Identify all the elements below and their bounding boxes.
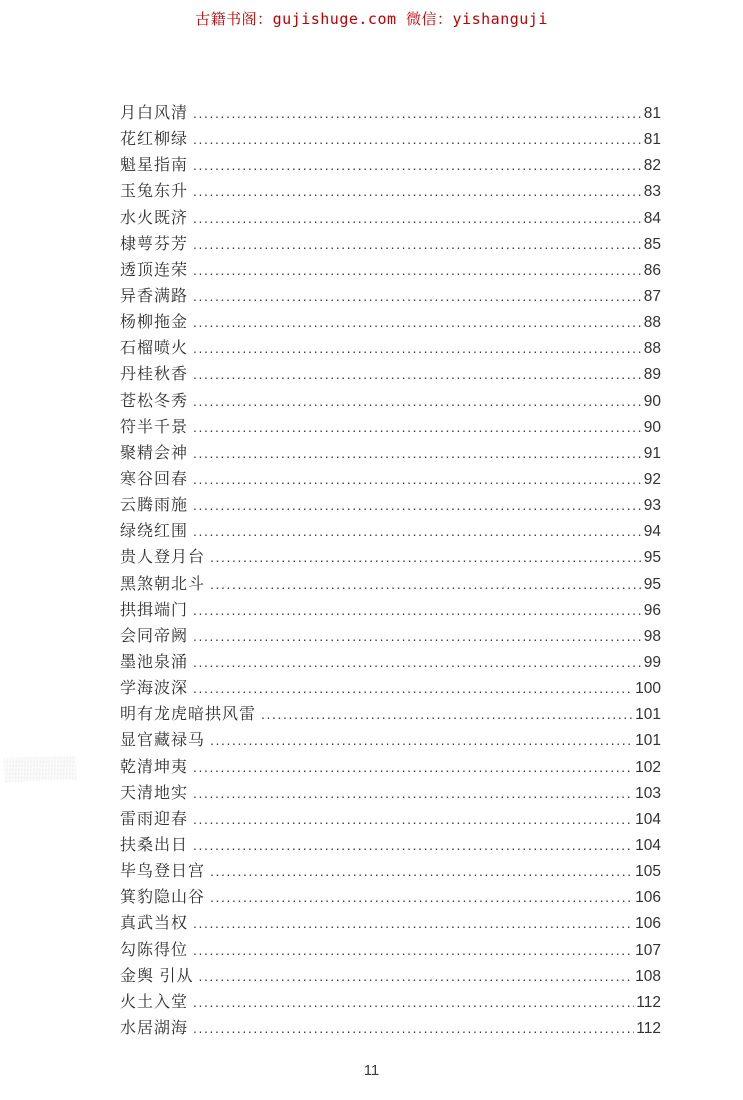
- toc-entry-page: 87: [643, 287, 661, 305]
- toc-entry: [120, 806, 661, 832]
- dot-leader: [193, 1020, 634, 1038]
- dot-leader: [193, 785, 633, 803]
- toc-entry: [120, 963, 661, 989]
- toc-entry-page: 92: [643, 470, 661, 488]
- toc-entry-title: 箕豹隐山谷: [120, 889, 206, 907]
- toc-entry-title: 真武当权: [120, 915, 189, 933]
- dot-leader: [193, 759, 633, 777]
- toc-entry-title: 异香满路: [120, 287, 189, 305]
- dot-leader: [193, 654, 642, 672]
- dot-leader: [193, 393, 642, 411]
- toc-entry-page: 81: [643, 131, 661, 149]
- toc-entry: [120, 492, 661, 518]
- toc-entry-page: 88: [643, 314, 661, 332]
- toc-entry-title: 苍松冬秀: [120, 392, 189, 410]
- dot-leader: [193, 837, 633, 855]
- toc-entry: [120, 414, 661, 440]
- dot-leader: [193, 680, 633, 698]
- dot-leader: [193, 288, 642, 306]
- dot-leader: [210, 549, 642, 567]
- page-number: 11: [363, 1062, 380, 1079]
- toc-entry-page: 104: [635, 810, 661, 828]
- toc-entry-title: 扶桑出日: [120, 836, 189, 854]
- toc-entry-title: 显官藏禄马: [120, 732, 206, 750]
- toc-entry-title: 火土入堂: [120, 993, 189, 1011]
- toc-entry: [120, 152, 661, 178]
- dot-leader: [210, 863, 633, 881]
- toc-entry: [120, 388, 661, 414]
- toc-entry-page: 81: [643, 105, 661, 122]
- toc-entry: [120, 283, 661, 309]
- toc-entry-page: 90: [643, 418, 661, 436]
- toc-entry: [120, 675, 661, 701]
- dot-leader: [193, 131, 642, 149]
- toc-entry-page: 102: [635, 758, 661, 776]
- toc-entry-title: 天清地实: [120, 784, 189, 802]
- scan-artifact: [4, 756, 76, 783]
- toc-entry: [120, 597, 661, 623]
- toc-entry-page: 88: [643, 340, 661, 358]
- toc-entry-page: 112: [636, 993, 661, 1011]
- toc-entry: [120, 623, 661, 649]
- toc-entry-title: 拱揖端门: [120, 601, 189, 619]
- dot-leader: [193, 628, 642, 646]
- toc-entry-page: 106: [635, 915, 661, 933]
- toc-entry: [120, 858, 661, 884]
- toc-entry-page: 96: [643, 601, 661, 619]
- dot-leader: [193, 523, 642, 541]
- dot-leader: [193, 942, 633, 960]
- toc-entry-title: 透顶连荣: [120, 261, 189, 279]
- toc-entry: [120, 727, 661, 753]
- toc-entry-title: 魁星指南: [120, 157, 189, 175]
- dot-leader: [193, 419, 642, 437]
- toc-entry-page: 89: [643, 366, 661, 384]
- toc-entry: [120, 989, 661, 1015]
- toc-entry-page: 104: [635, 836, 661, 854]
- dot-leader: [193, 314, 642, 332]
- toc-entry-title: 聚精会神: [120, 444, 189, 462]
- toc-entry-page: 101: [635, 706, 661, 724]
- toc-entry-page: 82: [643, 157, 661, 175]
- toc-entry-title: 棣萼芬芳: [120, 235, 189, 253]
- toc-entry-page: 95: [643, 549, 661, 567]
- toc-entry: [120, 231, 661, 257]
- toc-entry-title: 墨池泉涌: [120, 653, 189, 671]
- toc-entry-page: 101: [635, 732, 661, 750]
- toc-entry-title: 丹桂秋香: [120, 366, 189, 384]
- toc-entry-title: 明有龙虎暗拱风雷: [120, 706, 257, 724]
- toc-entry-title: 云腾雨施: [120, 497, 189, 515]
- toc-entry: [120, 701, 661, 727]
- toc-entry: [120, 937, 661, 963]
- dot-leader: [193, 471, 642, 489]
- toc-entry-page: 98: [643, 627, 661, 645]
- toc-entry: [120, 571, 661, 597]
- toc-entry-title: 金舆 引从: [120, 967, 194, 985]
- toc-entry-title: 石榴喷火: [120, 340, 189, 358]
- toc-entry: [120, 518, 661, 544]
- toc-entry: [120, 335, 661, 361]
- toc-entry-page: 91: [643, 444, 661, 462]
- toc-entry-page: 90: [643, 392, 661, 410]
- toc-entry-title: 符半千景: [120, 418, 189, 436]
- dot-leader: [193, 994, 634, 1012]
- toc-entry: [120, 1015, 661, 1041]
- toc-entry-title: 绿绕红围: [120, 523, 189, 541]
- toc-entry-title: 雷雨迎春: [120, 810, 189, 828]
- toc-entry-page: 86: [643, 261, 661, 279]
- toc-entry-page: 107: [635, 941, 661, 959]
- dot-leader: [193, 340, 642, 358]
- dot-leader: [193, 105, 642, 123]
- toc-entry: [120, 126, 661, 152]
- toc-entry-page: 93: [643, 497, 661, 515]
- toc-entry-title: 水火既济: [120, 209, 189, 227]
- toc-entry: [120, 832, 661, 858]
- dot-leader: [261, 706, 633, 724]
- toc-entry: [120, 205, 661, 231]
- dot-leader: [193, 811, 633, 829]
- toc-entry-title: 黑煞朝北斗: [120, 575, 206, 593]
- toc-entry: [120, 440, 661, 466]
- dot-leader: [193, 497, 642, 515]
- toc-entry-title: 水居湖海: [120, 1019, 189, 1037]
- dot-leader: [193, 445, 642, 463]
- toc-entry-page: 94: [643, 523, 661, 541]
- toc-entry-title: 乾清坤夷: [120, 758, 189, 776]
- toc-entry: [120, 466, 661, 492]
- dot-leader: [193, 602, 642, 620]
- toc-entry: [120, 780, 661, 806]
- toc-entry-page: 112: [636, 1019, 661, 1037]
- toc-list: [120, 100, 661, 1041]
- toc-entry-page: 85: [643, 235, 661, 253]
- dot-leader: [210, 732, 633, 750]
- watermark-header: 古籍书阁：gujishuge.com 微信：yishanguji: [195, 10, 548, 28]
- toc-entry-page: 84: [643, 209, 661, 227]
- toc-entry: [120, 361, 661, 387]
- toc-entry-page: 106: [635, 889, 661, 907]
- toc-entry-title: 学海波深: [120, 680, 189, 698]
- toc-entry-page: 83: [643, 183, 661, 201]
- dot-leader: [193, 262, 642, 280]
- toc-entry-title: 贵人登月台: [120, 549, 206, 567]
- dot-leader: [210, 576, 642, 594]
- toc-entry: [120, 910, 661, 936]
- toc-entry-page: 103: [635, 784, 661, 802]
- dot-leader: [193, 366, 642, 384]
- dot-leader: [193, 157, 642, 175]
- dot-leader: [210, 889, 633, 907]
- dot-leader: [193, 915, 633, 933]
- dot-leader: [193, 210, 642, 228]
- toc-entry: [120, 884, 661, 910]
- toc-entry: [120, 178, 661, 204]
- toc-entry-page: 100: [635, 680, 661, 698]
- toc-entry: [120, 754, 661, 780]
- dot-leader: [193, 236, 642, 254]
- toc-entry: [120, 257, 661, 283]
- toc-entry: [120, 544, 661, 570]
- toc-entry-title: 会同帝阙: [120, 627, 189, 645]
- toc-entry-title: 毕鸟登日宫: [120, 863, 206, 881]
- dot-leader: [198, 968, 633, 986]
- toc-entry-title: 寒谷回春: [120, 470, 189, 488]
- toc-entry-page: 108: [635, 967, 661, 985]
- toc-entry-title: 杨柳拖金: [120, 314, 189, 332]
- toc-entry-page: 105: [635, 863, 661, 881]
- toc-entry: [120, 100, 661, 126]
- toc-entry: [120, 309, 661, 335]
- toc-entry-title: 花红柳绿: [120, 131, 189, 149]
- toc-entry-title: 勾陈得位: [120, 941, 189, 959]
- toc-entry-title: 月白风清: [120, 105, 189, 122]
- toc-entry: [120, 649, 661, 675]
- dot-leader: [193, 183, 642, 201]
- toc-entry-page: 95: [643, 575, 661, 593]
- toc-entry-page: 99: [643, 653, 661, 671]
- toc-entry-title: 玉兔东升: [120, 183, 189, 201]
